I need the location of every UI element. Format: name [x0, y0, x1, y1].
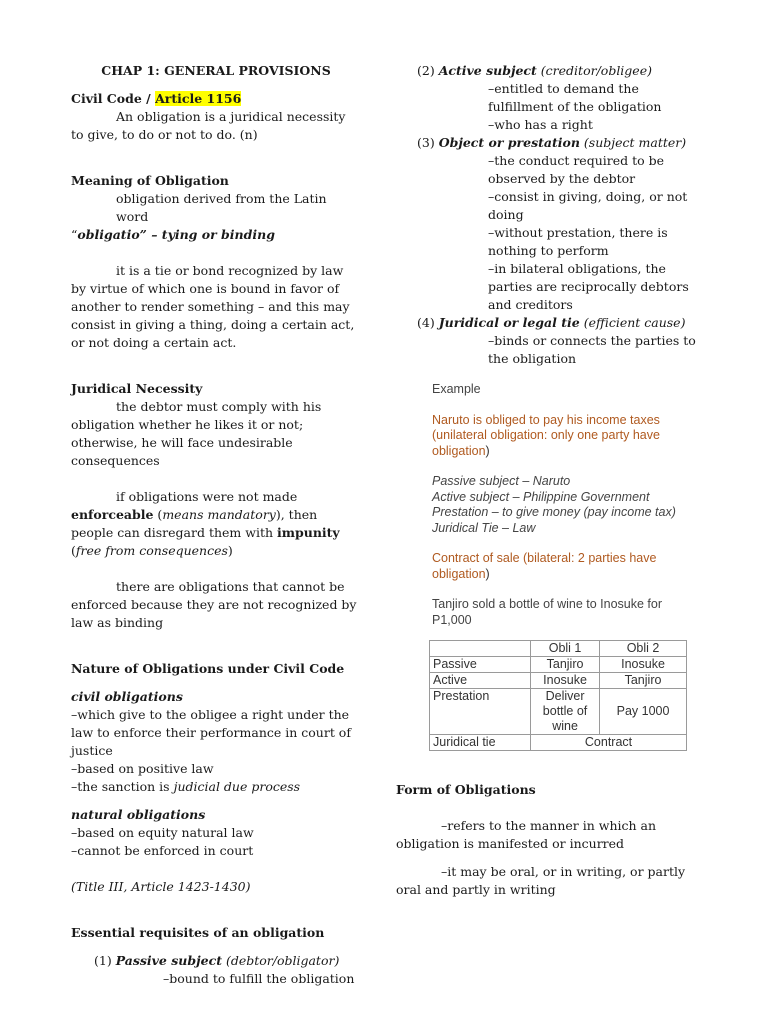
item-paren: (debtor/obligator) [221, 953, 340, 968]
table-cell: Tanjiro [531, 657, 600, 673]
juridical-paragraph-3: there are obligations that cannot be enforced because they are not recognized by law as binding [71, 579, 357, 630]
example-line: Passive subject – Naruto [432, 474, 571, 488]
juridical-paragraph-1: the debtor must comply with his obligation whether he likes it or not; otherwise, he will face undesirable consequences [71, 399, 322, 468]
table-cell: Pay 1000 [600, 689, 687, 735]
title-reference [71, 878, 361, 896]
item-number: (2) [417, 63, 439, 78]
requisite-3 [417, 134, 706, 152]
table-header-cell: Obli 2 [600, 641, 687, 657]
requisite-1-desc: –bound to fulfill the obligation [163, 971, 355, 986]
table-cell: Tanjiro [600, 673, 687, 689]
juridical-heading: Juridical Necessity [71, 381, 203, 396]
text-run: ( [153, 507, 163, 522]
example-line: Active subject – Philippine Government [432, 489, 650, 504]
desc-line: –the conduct required to be observed by the debtor [488, 153, 665, 186]
table-row-label: Passive [430, 657, 531, 673]
item-paren: (creditor/obligee) [536, 63, 652, 78]
item-term: Active subject [438, 63, 537, 78]
mandatory-gloss: means mandatory [162, 507, 276, 522]
table-row [430, 657, 687, 673]
civil-code-line [71, 90, 361, 108]
consequences-gloss: free from consequences [75, 543, 228, 558]
right-column [396, 62, 706, 899]
passive-example [432, 474, 702, 490]
item-term: Juridical or legal tie [438, 315, 580, 330]
item-paren: (efficient cause) [579, 315, 686, 330]
text-run: ) [227, 543, 233, 558]
item-term: Passive subject [115, 953, 222, 968]
contract-example [432, 551, 702, 582]
text-run: Naruto is obliged to pay his income taxes (unilateral obligation: only one party have obligation [432, 412, 660, 458]
desc-line: –without prestation, there is nothing to perform [488, 225, 668, 258]
civil-obligations-title [71, 688, 361, 706]
requisite-4-desc [396, 332, 706, 368]
table-row [430, 689, 687, 735]
text-run: –the sanction is [71, 779, 174, 794]
form-paragraph-2: –it may be oral, or in writing, or partly oral and partly in writing [396, 864, 686, 897]
item-number: (4) [417, 315, 439, 330]
text-run: if obligations were not made [116, 489, 298, 504]
table-header-cell: Obli 1 [531, 641, 600, 657]
item-number: (1) [94, 953, 116, 968]
judicial-due-process: judicial due process [173, 779, 301, 794]
left-column [71, 62, 361, 988]
requisite-3-desc [396, 152, 706, 314]
quote-mark: “ [71, 227, 78, 242]
item-term: Object or prestation [438, 135, 580, 150]
natural-obligations-item-1: –based on equity natural law [71, 825, 254, 840]
meaning-paragraph: it is a tie or bond recognized by law by virtue of which one is bound in favor of another to render something – and this may consist in giving a thing, doing a certain act, or not doing a certain act. [71, 263, 355, 350]
requisite-1 [94, 952, 361, 970]
table-row [430, 673, 687, 689]
nature-heading: Nature of Obligations under Civil Code [71, 661, 345, 676]
essential-heading: Essential requisites of an obligation [71, 925, 325, 940]
latin-term: obligatio” – tying or binding [77, 227, 275, 242]
table-cell: Deliver bottle of wine [531, 689, 600, 735]
example-line: Juridical Tie – Law [432, 520, 536, 535]
example-line: Prestation – to give money (pay income tax) [432, 505, 676, 519]
tanjiro-example: Tanjiro sold a bottle of wine to Inosuke for P1,000 [432, 597, 662, 627]
desc-line: –entitled to demand the fulfillment of the obligation [488, 81, 662, 114]
table-row [430, 641, 687, 657]
civil-obligations-item-1: –which give to the obligee a right under the law to enforce their performance in court of justice [71, 707, 351, 758]
reference-text: (Title III, Article 1423-1430) [71, 879, 251, 894]
table-row-label: Prestation [430, 689, 531, 735]
text-run: ) [485, 566, 490, 581]
tie-example [432, 521, 702, 537]
text-run: ) [485, 443, 490, 458]
desc-line: –who has a right [488, 117, 593, 132]
natural-obligations-term: natural obligations [71, 807, 206, 822]
chapter-title: CHAP 1: GENERAL PROVISIONS [101, 63, 331, 78]
requisite-4 [417, 314, 706, 332]
table-row [430, 735, 687, 751]
meaning-latin-term [71, 226, 361, 244]
table-cell: Inosuke [600, 657, 687, 673]
impunity-term: impunity [277, 525, 340, 540]
form-paragraph-1: –refers to the manner in which an obligation is manifested or incurred [396, 818, 657, 851]
desc-line: –consist in giving, doing, or not doing [488, 189, 688, 222]
civil-code-prefix: Civil Code / [71, 91, 156, 106]
naruto-example [432, 413, 702, 460]
requisite-2-desc [396, 80, 706, 134]
item-number: (3) [417, 135, 439, 150]
form-heading: Form of Obligations [396, 782, 536, 797]
requisite-2 [417, 62, 706, 80]
obligation-table [429, 640, 687, 751]
table-cell: Contract [531, 735, 687, 751]
table-row-label: Juridical tie [430, 735, 531, 751]
text-run: ), then people can disregard them with [71, 507, 318, 540]
enforceable-term: enforceable [71, 507, 154, 522]
desc-line: –binds or connects the parties to the obligation [488, 333, 696, 366]
example-block [432, 382, 702, 628]
civil-obligations-term: civil obligations [71, 689, 183, 704]
natural-obligations-item-2: –cannot be enforced in court [71, 843, 254, 858]
civil-obligations-item-3 [71, 778, 361, 796]
meaning-heading: Meaning of Obligation [71, 173, 229, 188]
example-label: Example [432, 382, 481, 396]
table-row-label: Active [430, 673, 531, 689]
natural-obligations-title [71, 806, 361, 824]
text-run: Contract of sale (bilateral: 2 parties have obligation [432, 551, 657, 581]
desc-line: –in bilateral obligations, the parties are reciprocally debtors and creditors [488, 261, 689, 312]
civil-obligations-item-2: –based on positive law [71, 761, 214, 776]
item-paren: (subject matter) [579, 135, 687, 150]
juridical-paragraph-2 [71, 488, 361, 560]
obligation-definition: An obligation is a juridical necessity to give, to do or not to do. (n) [71, 109, 346, 142]
table-cell: Inosuke [531, 673, 600, 689]
active-example [432, 490, 702, 506]
prestation-example [432, 505, 702, 521]
article-highlight: Article 1156 [155, 91, 242, 106]
text-run: ( [71, 543, 76, 558]
meaning-latin-line: obligation derived from the Latin word [116, 191, 327, 224]
table-cell [430, 641, 531, 657]
